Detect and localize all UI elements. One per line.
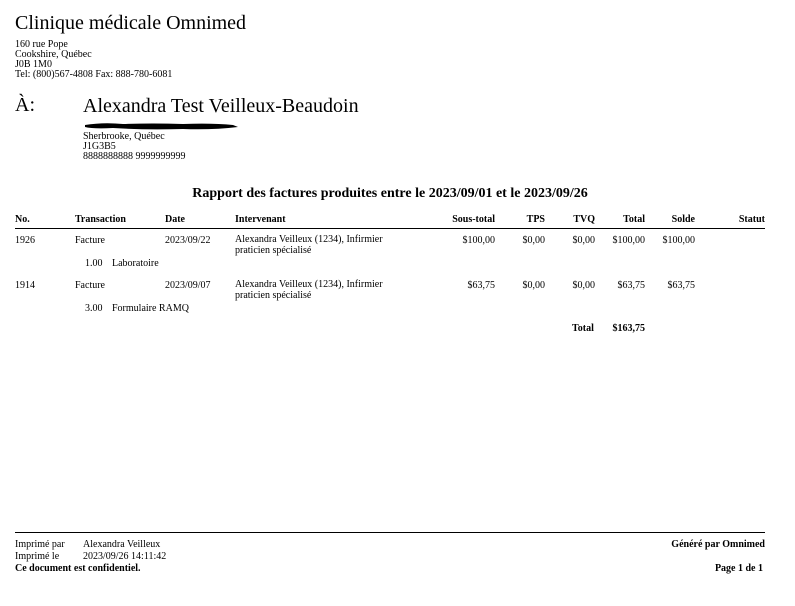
grand-total-value: $163,75: [612, 323, 645, 334]
printed-by-value: Alexandra Veilleux: [83, 539, 161, 550]
recipient-label: À:: [15, 94, 35, 116]
generated-by: Généré par Omnimed: [671, 539, 765, 550]
row-solde: $100,00: [662, 235, 695, 246]
row-item-qty: 3.00: [85, 303, 103, 314]
header-total: Total: [623, 214, 645, 225]
header-tps: TPS: [526, 214, 545, 225]
clinic-address-line1: 160 rue Pope: [15, 39, 68, 50]
header-no: No.: [15, 214, 30, 225]
row-transaction: Facture: [75, 280, 105, 291]
patient-phones: 8888888888 9999999999: [83, 151, 186, 162]
row-date: 2023/09/07: [165, 280, 211, 291]
footer-divider: [15, 532, 765, 533]
row-intervenant: Alexandra Veilleux (1234), Infirmier praticien spécialisé: [235, 234, 383, 256]
row-tvq: $0,00: [572, 235, 595, 246]
row-no: 1926: [15, 235, 35, 246]
header-date: Date: [165, 214, 185, 225]
row-total: $100,00: [612, 235, 645, 246]
row-solde: $63,75: [667, 280, 695, 291]
printed-on-label: Imprimé le: [15, 551, 60, 562]
row-item-desc: Laboratoire: [112, 258, 159, 269]
header-sous-total: Sous-total: [452, 214, 495, 225]
header-divider: [15, 228, 765, 229]
report-title: Rapport des factures produites entre le 2023/09/01 et le 2023/09/26: [192, 186, 588, 201]
header-tvq: TVQ: [573, 214, 595, 225]
patient-name: Alexandra Test Veilleux-Beaudoin: [83, 95, 359, 117]
patient-postal-code: J1G3B5: [83, 141, 116, 152]
row-item-desc: Formulaire RAMQ: [112, 303, 189, 314]
row-intervenant: Alexandra Veilleux (1234), Infirmier praticien spécialisé: [235, 279, 383, 301]
row-transaction: Facture: [75, 235, 105, 246]
row-no: 1914: [15, 280, 35, 291]
clinic-name: Clinique médicale Omnimed: [15, 12, 247, 34]
grand-total-label: Total: [572, 323, 594, 334]
printed-by-label: Imprimé par: [15, 539, 65, 550]
header-transaction: Transaction: [75, 214, 126, 225]
row-item-qty: 1.00: [85, 258, 103, 269]
clinic-contact: Tel: (800)567-4808 Fax: 888-780-6081: [15, 69, 173, 80]
printed-on-value: 2023/09/26 14:11:42: [83, 551, 167, 562]
clinic-address-line2: Cookshire, Québec: [15, 49, 92, 60]
confidential-notice: Ce document est confidentiel.: [15, 563, 141, 574]
row-tvq: $0,00: [572, 280, 595, 291]
row-date: 2023/09/22: [165, 235, 211, 246]
page-number: Page 1 de 1: [714, 563, 763, 574]
redacted-address: [83, 121, 240, 131]
row-sous-total: $100,00: [462, 235, 495, 246]
header-statut: Statut: [738, 214, 765, 225]
row-sous-total: $63,75: [467, 280, 495, 291]
row-tps: $0,00: [522, 235, 545, 246]
header-solde: Solde: [671, 214, 695, 225]
row-tps: $0,00: [522, 280, 545, 291]
header-intervenant: Intervenant: [235, 214, 286, 225]
row-total: $63,75: [617, 280, 645, 291]
patient-city: Sherbrooke, Québec: [83, 131, 165, 142]
clinic-postal-code: J0B 1M0: [15, 59, 52, 70]
